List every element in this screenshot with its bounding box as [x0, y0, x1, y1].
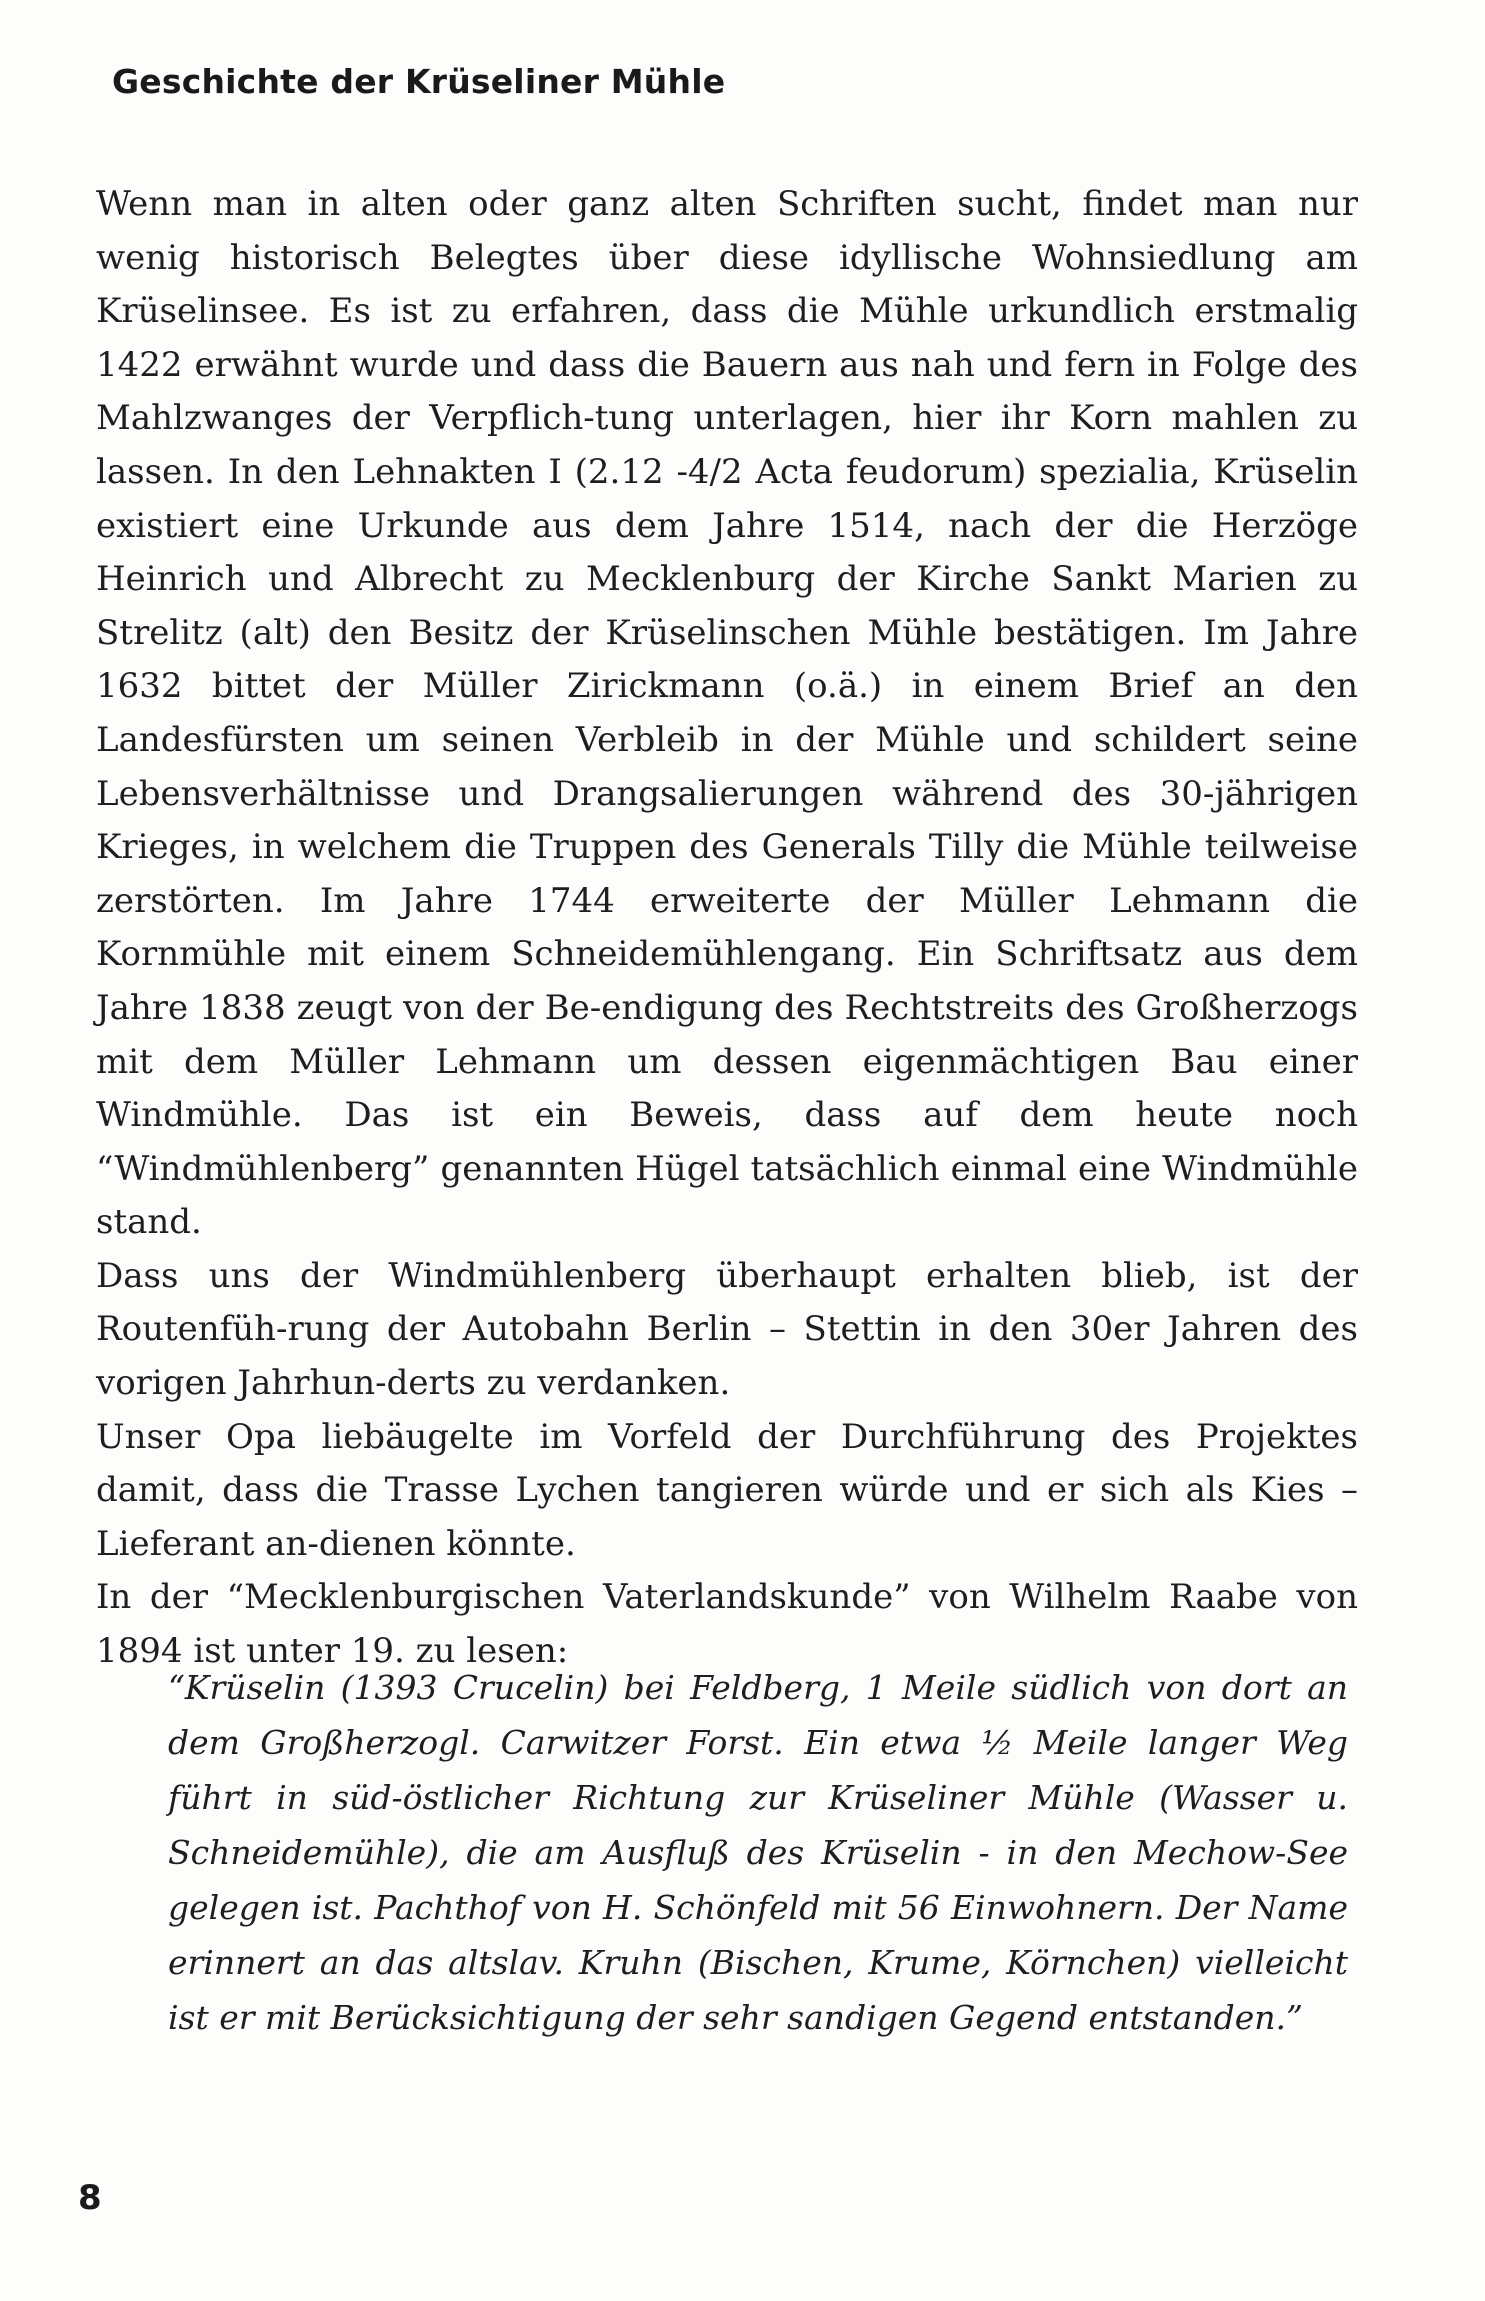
block-quote: “Krüselin (1393 Crucelin) bei Feldberg, 1 Meile südlich von dort an dem Großherzogl. Carwitzer Forst. Ein etwa ½ Meile langer Weg führt in süd-östlicher Richtung zur Krüseliner Mühle (Wasser u. Schneidemühle), die am Ausfluß des Krüselin - in den Mechow-See gelegen ist. Pachthof von H. Schönfeld mit 56 Einwohnern. Der Name erinnert an das altslav. Kruhn (Bischen, Krume, Körnchen) vielleicht ist er mit Berücksichtigung der sehr sandigen Gegend entstanden.”: [168, 1668, 1348, 2037]
page-heading: Geschichte der Krüseliner Mühle: [112, 62, 726, 101]
paragraph-opa: Unser Opa liebäugelte im Vorfeld der Durchführung des Projektes damit, dass die Trasse Lychen tangieren würde und er sich als Kies – Lieferant an-dienen könnte.: [96, 1416, 1358, 1564]
paragraph-vaterlandskunde: In der “Mecklenburgischen Vaterlandskunde” von Wilhelm Raabe von 1894 ist unter 19. zu lesen:: [96, 1577, 1358, 1672]
paragraph-windmuehlenberg: Dass uns der Windmühlenberg überhaupt erhalten blieb, ist der Routenfüh-rung der Autobahn Berlin – Stettin in den 30er Jahren des vorigen Jahrhun-derts zu verdanken.: [96, 1255, 1358, 1404]
page-number: 8: [78, 2178, 102, 2218]
body-text: [96, 178, 1358, 1679]
paragraph-history: Wenn man in alten oder ganz alten Schriften sucht, findet man nur wenig historisch Belegtes über diese idyllische Wohnsiedlung am Krüselinsee. Es ist zu erfahren, dass die Mühle urkundlich erstmalig 1422 erwähnt wurde und dass die Bauern aus nah und fern in Folge des Mahlzwanges der Verpflich-tung unterlagen, hier ihr Korn mahlen zu lassen. In den Lehnakten I (2.12 -4/2 Acta feudorum) spezialia, Krüselin existiert eine Urkunde aus dem Jahre 1514, nach der die Herzöge Heinrich und Albrecht zu Mecklenburg der Kirche Sankt Marien zu Strelitz (alt) den Besitz der Krüselinschen Mühle bestätigen. Im Jahre 1632 bittet der Müller Zirickmann (o.ä.) in einem Brief an den Landesfürsten um seinen Verbleib in der Mühle und schildert seine Lebensverhältnisse und Drangsalierungen während des 30-jährigen Krieges, in welchem die Truppen des Generals Tilly die Mühle teilweise zerstörten. Im Jahre 1744 erweiterte der Müller Lehmann die Kornmühle mit einem Schneidemühlengang. Ein Schriftsatz aus dem Jahre 1838 zeugt von der Be-endigung des Rechtstreits des Großherzogs mit dem Müller Lehmann um dessen eigenmächtigen Bau einer Windmühle. Das ist ein Beweis, dass auf dem heute noch “Windmühlenberg” genannten Hügel tatsächlich einmal eine Windmühle stand.: [96, 184, 1358, 1243]
